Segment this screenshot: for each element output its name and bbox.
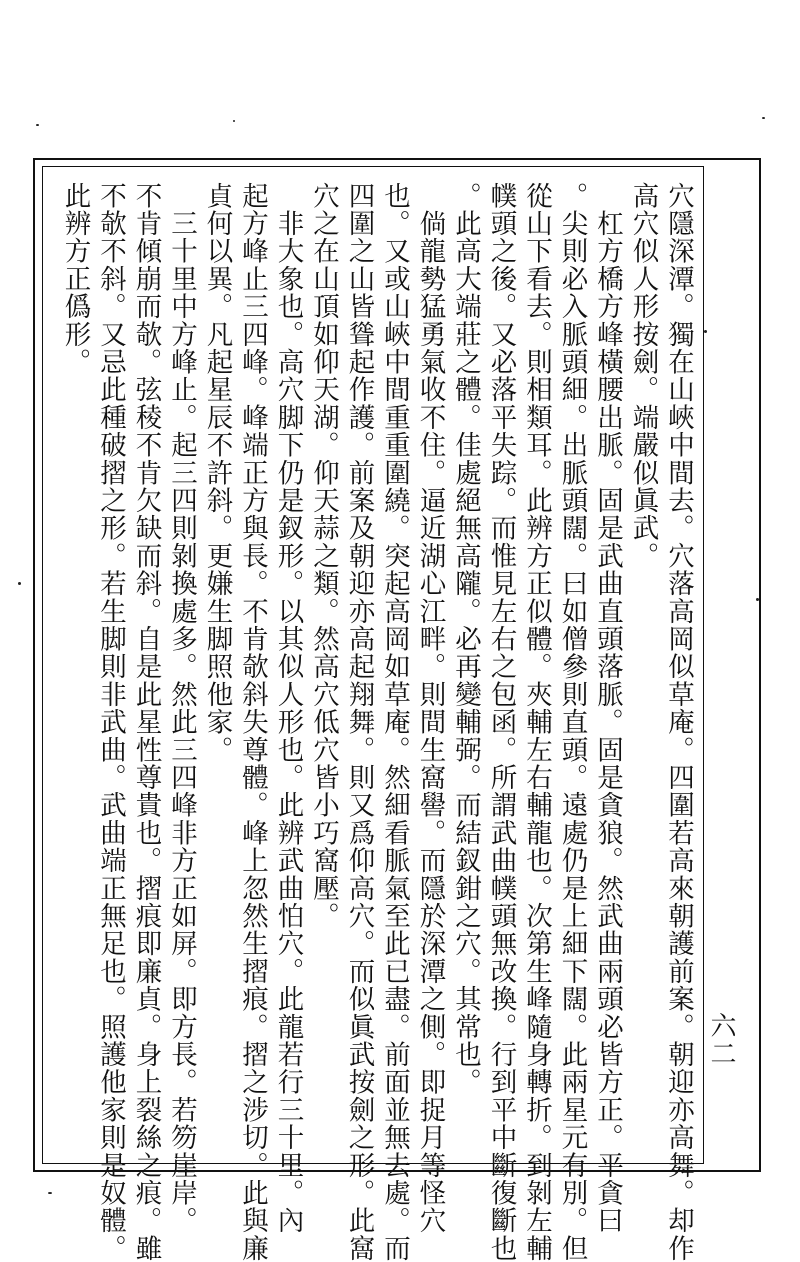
- text-column: 倘龍勢猛勇氣收不住。逼近湖心江畔。則間生窩嚳。而隱於深潭之側。即捉月等怪穴: [414, 182, 446, 1235]
- text-column: 杠方橋方峰橫腰出脈。固是武曲直頭落脈。固是貪狼。然武曲兩頭必皆方正。平貪曰: [592, 182, 623, 1235]
- text-column: 幞頭之後。又必落平失踪。而惟見左右之包函。所謂武曲幞頭無改換。行到平中斷復斷也: [485, 182, 517, 1262]
- text-column: 。此高大端莊之體。佳處絕無高隴。必再變輔弼。而結釵鉗之穴。其常也。: [450, 182, 481, 1097]
- scan-speck: [704, 330, 707, 333]
- text-column: 也。又或山峽中間重重圍繞。突起高岡如草庵。然細看脈氣至此已盡。前面並無去處。而: [379, 182, 410, 1262]
- text-column: 起方峰止三四峰。峰端正方與長。不肯欹斜失尊體。峰上忽然生摺痕。摺之涉切。此與廉: [237, 182, 268, 1262]
- text-column: 貞何以異。凡起星辰不許斜。更嫌生脚照他家。: [201, 182, 233, 764]
- scan-speck: [756, 598, 759, 601]
- text-column: 從山下看去。則相類耳。此辨方正似體。夾輔左右輔龍也。次第生峰隨身轉折。到剝左輔: [521, 182, 552, 1262]
- page-number: 六二: [706, 1012, 736, 1068]
- text-column: 三十里中方峰止。起三四則剝換處多。然此三四峰非方正如屏。即方長。若笏崖岸。: [166, 182, 197, 1235]
- text-column: 不欹不斜。又忌此種破摺之形。若生脚則非武曲。武曲端正無足也。照護他家則是奴體。: [95, 182, 126, 1262]
- text-column: 非大象也。高穴脚下仍是釵形。以其似人形也。此辨武曲怕穴。此龍若行三十里。內: [272, 182, 304, 1235]
- scan-speck: [762, 117, 765, 119]
- text-column: 穴之在山頂如仰天湖。仰天蒜之類。然高穴低穴皆小巧窩壓。: [308, 182, 339, 930]
- scan-speck: [48, 1192, 52, 1194]
- text-column: 。尖則必入脈頭細。出脈頭闊。曰如僧參則直頭。遠處仍是上細下闊。此兩星元有別。但: [556, 182, 588, 1262]
- text-column: 不肯傾崩而欹。弦稜不肯欠缺而斜。自是此星性尊貴也。摺痕即廉貞。身上裂絲之痕。雖: [130, 182, 162, 1262]
- text-column: 高穴似人形按劍。端嚴似眞武。: [627, 182, 659, 570]
- scan-speck: [36, 124, 39, 126]
- text-column: 此辨方正僞形。: [59, 182, 91, 376]
- text-column: 穴隱深潭。獨在山峽中間去。穴落高岡似草庵。四圍若高來朝護前案。朝迎亦高舞。却作: [663, 182, 694, 1262]
- scan-speck: [233, 120, 235, 122]
- text-body: [52, 182, 694, 1262]
- scan-speck: [18, 582, 21, 585]
- text-column: 四圍之山皆聳起作護。前案及朝迎亦高起翔舞。則又爲仰高穴。而似眞武按劍之形。此窩: [343, 182, 375, 1262]
